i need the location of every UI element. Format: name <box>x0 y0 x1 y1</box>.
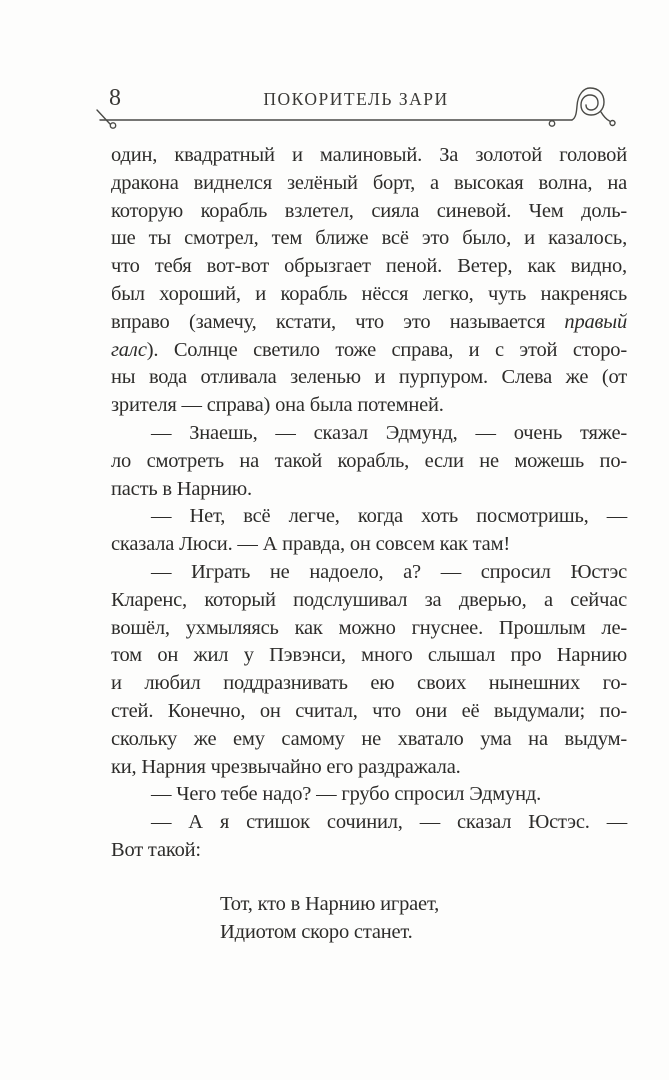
text-line: стей. Конечно, он считал, что они её выдумали; по- <box>111 699 627 722</box>
verse-line: Идиотом скоро станет. <box>220 921 413 944</box>
text-line: скольку же ему самому не хватало ума на выдум- <box>111 727 627 750</box>
text-line: сказала Люси. — А правда, он совсем как там! <box>111 533 510 556</box>
text-line: ло смотреть на такой корабль, если не можешь по- <box>111 449 627 472</box>
page-number: 8 <box>109 85 121 111</box>
text-line: которую корабль взлетел, сияла синевой. Чем доль- <box>111 199 627 222</box>
text-line: и любил поддразнивать ею своих нынешних го- <box>111 672 627 695</box>
text-line: том он жил у Пэвэнси, много слышал про Нарнию <box>111 644 627 667</box>
text-line: что тебя вот-вот обрызгает пеной. Ветер, как видно, <box>111 255 627 278</box>
text-line: вправо (замечу, кстати, что это называется правый <box>111 310 627 333</box>
text-line: — Играть не надоело, а? — спросил Юстэс <box>151 560 627 583</box>
header-rule-flourish-icon <box>96 84 620 134</box>
text-line: был хороший, и корабль нёсся легко, чуть накренясь <box>111 282 627 305</box>
text-line: — Нет, всё легче, когда хоть посмотришь, — <box>151 505 627 528</box>
text-line: один, квадратный и малиновый. За золотой головой <box>111 144 627 166</box>
verse-line: Тот, кто в Нарнию играет, <box>220 892 440 915</box>
text-line: — Чего тебе надо? — грубо спросил Эдмунд. <box>151 783 542 806</box>
text-line: ки, Нарния чрезвычайно его раздражала. <box>111 755 461 778</box>
text-line: — Знаешь, — сказал Эдмунд, — очень тяже- <box>151 421 627 444</box>
running-title: ПОКОРИТЕЛЬ ЗАРИ <box>263 89 449 109</box>
text-line: дракона виднелся зелёный борт, а высокая волна, на <box>111 171 627 194</box>
text-line: ны вода отливала зеленью и пурпуром. Слева же (от <box>111 366 627 389</box>
text-line: Вот такой: <box>111 838 201 861</box>
verse-block <box>111 890 627 947</box>
text-line: пасть в Нарнию. <box>111 477 252 500</box>
text-line: Кларенс, который подслушивал за дверью, а сейчас <box>111 588 627 611</box>
text-line: вошёл, ухмыляясь как можно гнуснее. Прошлым ле- <box>111 616 627 639</box>
text-line: зрителя — справа) она была потемней. <box>111 394 444 417</box>
body-text <box>111 142 627 947</box>
text-line: ше ты смотрел, тем ближе всё это было, и казалось, <box>111 227 627 250</box>
text-line: — А я стишок сочинил, — сказал Юстэс. — <box>151 811 627 834</box>
text-line: галс). Солнце светило тоже справа, и с этой сторо- <box>111 338 627 361</box>
